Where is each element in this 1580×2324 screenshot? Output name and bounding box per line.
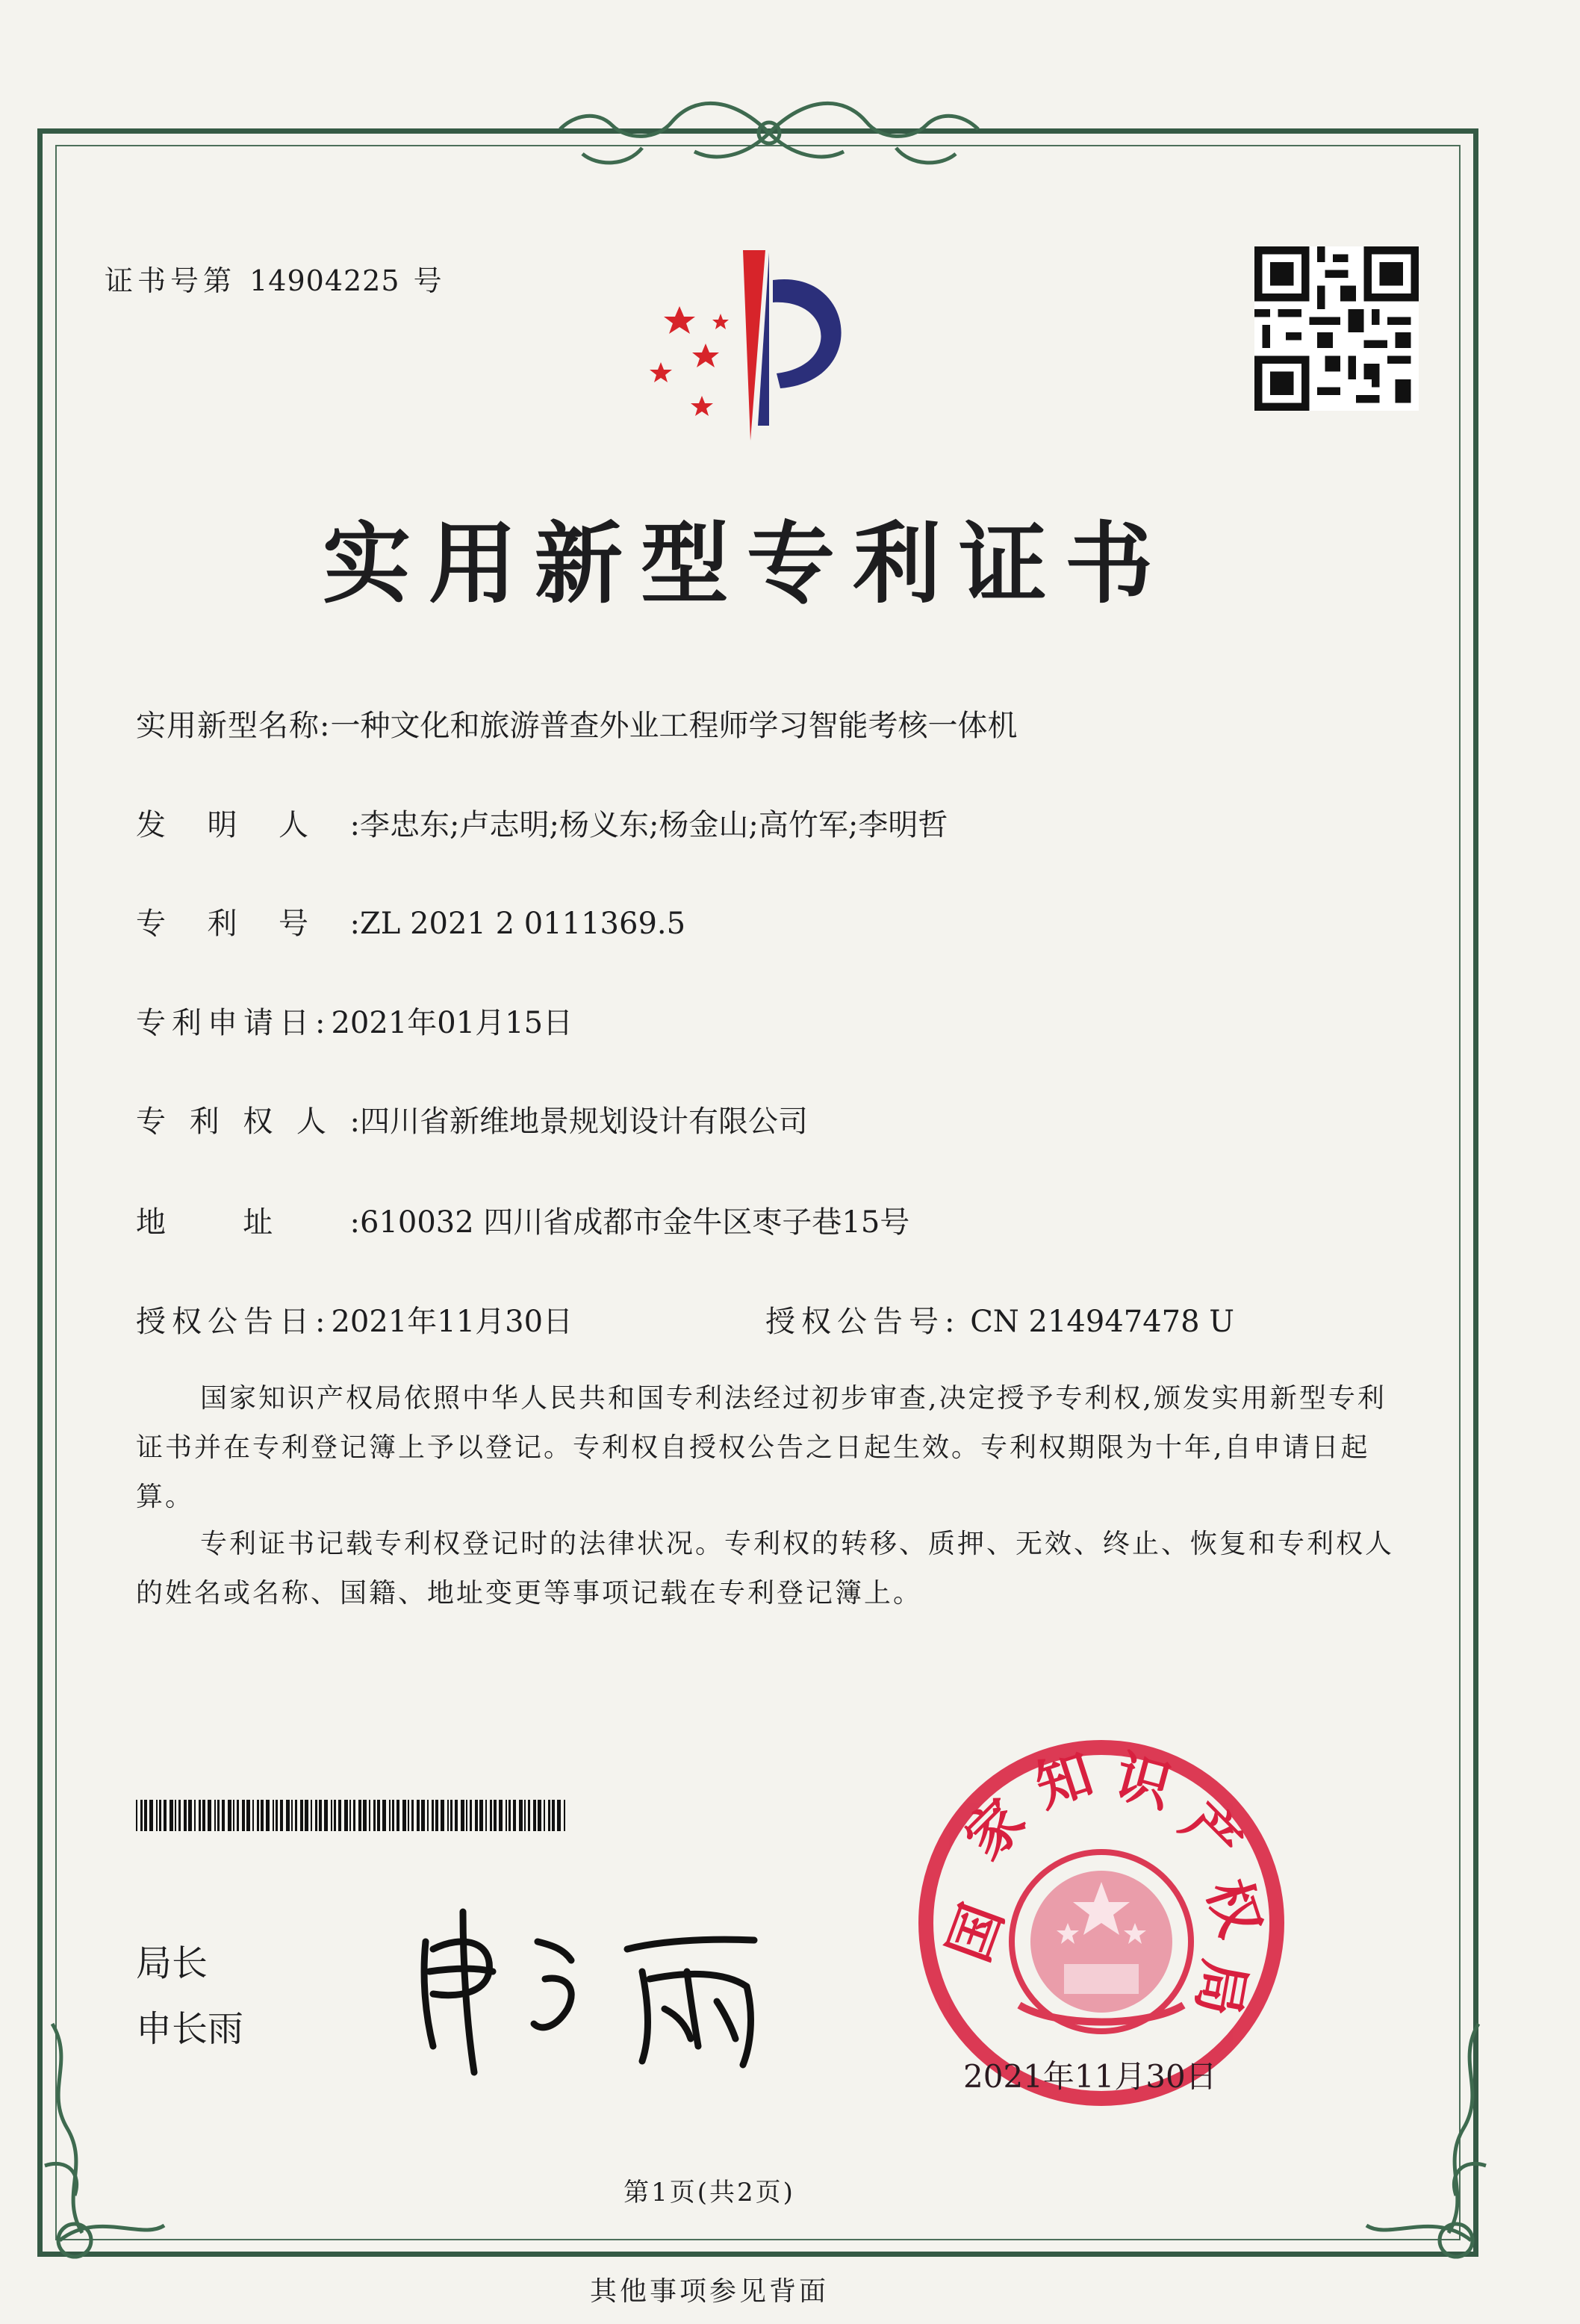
handwritten-signature — [403, 1897, 791, 2076]
filing-date-label: 专利申请日: — [136, 1006, 332, 1040]
field-address — [136, 1199, 909, 1241]
grant-number-value: CN 214947478 U — [970, 1305, 1234, 1339]
utility-model-name-value: 一种文化和旅游普查外业工程师学习智能考核一体机 — [330, 709, 1018, 743]
filing-date-value: 2021年01月15日 — [331, 1006, 573, 1040]
inventor-value: 李忠东;卢志明;杨义东;杨金山;高竹军;李明哲 — [360, 808, 948, 842]
svg-text:识: 识 — [1108, 1744, 1178, 1821]
bottom-left-ornament-icon — [30, 2016, 179, 2263]
field-grant-number — [765, 1298, 1234, 1340]
field-grant-date — [136, 1298, 573, 1340]
certificate-number-label: 证书号第 — [105, 264, 237, 297]
page-number: 第1页(共2页) — [623, 2178, 795, 2208]
svg-text:局: 局 — [1184, 1955, 1257, 2021]
grant-date-label: 授权公告日: — [136, 1305, 332, 1339]
grant-number-label: 授权公告号: — [765, 1305, 961, 1339]
body-paragraph-1-text: 国家知识产权局依照中华人民共和国专利法经过初步审查,决定授予专利权,颁发实用新型专利证书并在专利登记簿上予以登记。专利权自授权公告之日起生效。专利权期限为十年,自申请日起算。 — [136, 1383, 1387, 1512]
back-note: 其他事项参见背面 — [589, 2276, 829, 2307]
svg-text:产: 产 — [1169, 1791, 1254, 1876]
field-patentee — [136, 1098, 808, 1140]
patentee-value: 四川省新维地景规划设计有限公司 — [360, 1104, 808, 1139]
field-patent-number — [136, 900, 685, 942]
top-ornament-icon — [508, 88, 1030, 178]
field-utility-model-name — [136, 702, 1017, 745]
field-filing-date — [136, 999, 573, 1042]
barcode-icon — [136, 1800, 569, 1831]
certificate-number-suffix: 号 — [413, 264, 447, 297]
body-paragraph-2-text: 专利证书记载专利权登记时的法律状况。专利权的转移、质押、无效、终止、恢复和专利权人的姓名或名称、国籍、地址变更等事项记载在专利登记簿上。 — [136, 1529, 1395, 1609]
body-paragraph-2 — [136, 1520, 1398, 1618]
svg-text:家: 家 — [953, 1787, 1038, 1872]
svg-text:知: 知 — [1027, 1742, 1101, 1820]
svg-text:国: 国 — [936, 1895, 1016, 1970]
inventor-label: 发明人: — [136, 808, 360, 842]
field-inventor — [136, 801, 948, 844]
qr-code-icon — [1254, 246, 1419, 411]
certificate-number-value: 14904225 — [249, 264, 400, 297]
address-label: 地址: — [136, 1205, 360, 1240]
address-value: 610032 四川省成都市金牛区枣子巷15号 — [360, 1205, 910, 1240]
grant-date-value: 2021年11月30日 — [331, 1305, 573, 1339]
certificate-title: 实用新型专利证书 — [322, 512, 1171, 615]
certificate-number — [105, 258, 447, 299]
director-title: 局长 — [136, 1942, 208, 1984]
patent-number-value: ZL 2021 2 0111369.5 — [360, 907, 686, 941]
bottom-right-ornament-icon — [1337, 2016, 1501, 2263]
utility-model-name-label: 实用新型名称: — [136, 709, 331, 743]
director-name: 申长雨 — [136, 2008, 244, 2050]
seal-date: 2021年11月30日 — [963, 2058, 1217, 2095]
patent-office-emblem-icon — [631, 239, 885, 448]
svg-text:权: 权 — [1194, 1871, 1273, 1945]
body-paragraph-1 — [136, 1374, 1398, 1522]
patentee-label: 专利权人: — [136, 1104, 360, 1139]
patent-number-label: 专利号: — [136, 907, 360, 941]
